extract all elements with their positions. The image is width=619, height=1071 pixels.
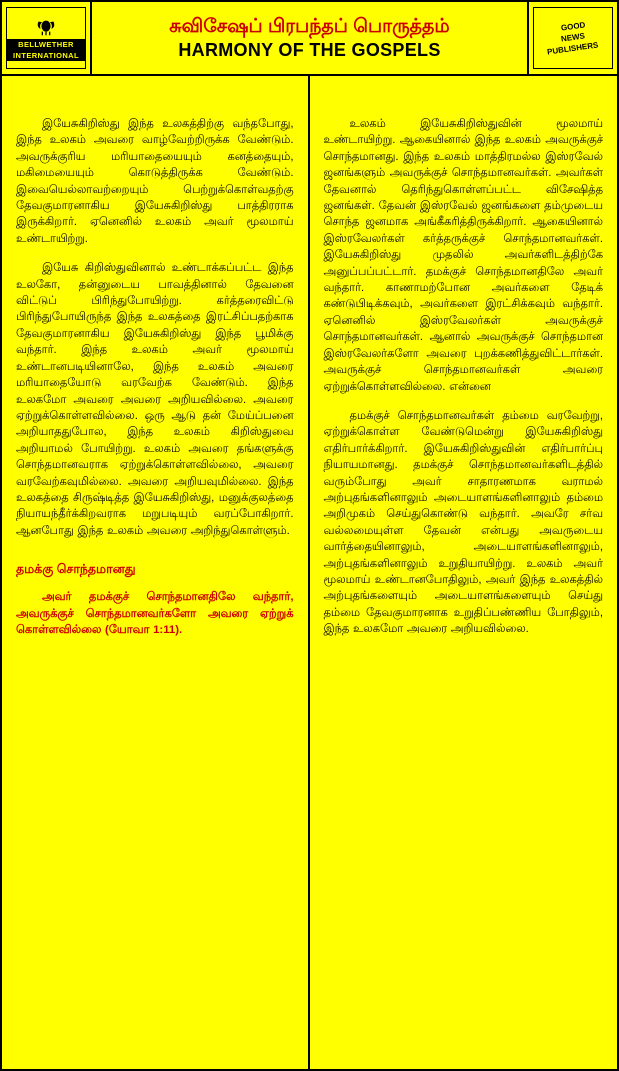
publisher-logo-right <box>527 2 617 74</box>
paragraph: தமக்குச் சொந்தமானவர்கள் தம்மை வரவேற்று, ஏற்றுக்கொள்ள வேண்டுமென்று இயேசுகிறிஸ்து எதிர்பார்க்கிறார். இயேசுகிறிஸ்துவின் எதிர்பார்ப்பு நியாயமானது. தமக்குச் சொந்தமானவர்களிடத்தில் வரும்போது அவர் சாதாரணமாக வராமல் அற்புதங்களினாலும் அடையாளங்களினாலும் தம்மை அறிமுகம் செய்துகொண்டு வந்தார். அவரே சர்வ வல்லமையுள்ள தேவன் என்பது அவருடைய வார்த்தையினாலும், அடையாளங்களினாலும், அற்புதங்களினாலும் உறுதியாயிற்று. உலகம் அவர் மூலமாய் உண்டானபோதிலும், அவர் இந்த உலகத்தில் அற்புதங்களையும் அடையாளங்களையும் செய்து தம்மை தேவகுமாரனாக உறுதிப்பண்ணிய போதிலும், இந்த உலகமோ அவரை அறியவில்லை. <box>323 409 603 636</box>
body-columns <box>2 76 617 1069</box>
page-title-english: HARMONY OF THE GOSPELS <box>178 40 441 60</box>
right-column <box>310 76 618 1069</box>
publishers-label: PUBLISHERS <box>546 40 600 57</box>
paragraph: இயேசு கிறிஸ்துவினால் உண்டாக்கப்பட்ட இந்த உலகோ, தன்னுடைய பாவத்தினால் தேவனை விட்டுப் பிரிந்துபோயிற்று. கர்த்தரைவிட்டு பிரிந்துபோயிருந்த இந்த உலகத்தை இரட்சிப்பதற்காக தேவகுமாரனாகிய இயேசுகிறிஸ்து இந்த பூமிக்கு வந்தார். இந்த உலகம் அவர் மூலமாய் உண்டானபடியினாலே, இந்த உலகம் அவரை மரியாதையோடு வரவேற்க வேண்டும். இந்த உலகமோ அவரை அவரை அறியவில்லை. அவரை ஏற்றுக்கொள்ளவில்லை. ஒரு ஆடு தன் மேய்ப்பனை அறியாததுபோல, இந்த உலகம் கிறிஸ்துவை அறியாமல் போயிற்று. உலகம் அவரை தங்களுக்கு சொந்தமானவராக ஏற்றுக்கொள்ளவில்லை, அவரை வரவேற்கவுமில்லை. அவரை அறியவுமில்லை. இந்த உலகத்தை சிருஷ்டித்த இயேசுகிறிஸ்து, மனுக்குலத்தை நியாயந்தீர்க்கிறவராக மறுபடியும் வரப்போகிறார். ஆனபோது இந்த உலகம் அவரை அறிந்துகொள்ளும். <box>16 262 294 537</box>
international-label: INTERNATIONAL <box>7 50 85 61</box>
bellwether-label: BELLWETHER <box>7 39 85 50</box>
title-block <box>92 2 527 74</box>
page-header <box>2 2 617 76</box>
page-title-tamil: சுவிசேஷப் பிரபந்தப் பொருத்தம் <box>169 16 450 37</box>
scripture-quote: அவர் தமக்குச் சொந்தமானதிலே வந்தார், அவருக்குச் சொந்தமானவர்களோ அவரை ஏற்றுக் கொள்ளவில்லை (யோவா 1:11). <box>16 591 294 636</box>
news-label: NEWS <box>560 31 586 44</box>
paragraph: உலகம் இயேசுகிறிஸ்துவின் மூலமாய் உண்டாயிற்று. ஆகையினால் இந்த உலகம் அவருக்குச் சொந்தமானது. இந்த உலகம் மாத்திரமல்ல இஸ்ரவேல் ஜனங்களும் அவருக்குச் சொந்தமானவர்கள். அவர்கள் தேவனால் தெரிந்துகொள்ளப்பட்ட விசேஷித்த ஜனங்கள். தேவன் இஸ்ரவேல் ஜனங்களை தம்முடைய சொந்த ஜனமாக அங்கீகரித்திருக்கிறார். ஆகையினால் இஸ்ரவேலர்கள் கர்த்தருக்குச் சொந்தமானவர்கள். இயேசுகிறிஸ்து முதலில் அவர்களிடத்திற்கே அனுப்பப்பட்டார். தமக்குச் சொந்தமானதிலே அவர் வந்தார். காணாமற்போன அவர்களை தேடிக் கண்டுபிடிக்கவும், அவர்களை இரட்சிக்கவும் வந்தார். ஏனெனில் இஸ்ரவேலர்கள் அவருக்குச் சொந்தமானவர்கள். ஆனால் அவருக்குச் சொந்தமான இஸ்ரவேலர்களோ அவரை புறக்கணித்துவிட்டார்கள். அவருக்குச் சொந்தமானவர்கள் அவரை ஏற்றுக்கொள்ளவில்லை. என்னை <box>323 118 603 393</box>
left-column <box>2 76 310 1069</box>
publisher-logo-left <box>2 2 92 74</box>
good-news-publishers-logo <box>533 7 613 69</box>
paragraph: இயேசுகிறிஸ்து இந்த உலகத்திற்கு வந்தபோது, இந்த உலகம் அவரை வாழ்வேற்றிருக்க வேண்டும். அவருக்குரிய மரியாதையையும் கனத்தையும், மகிமையையும் கொடுத்திருக்க வேண்டும். இவையெல்லாவற்றையும் பெற்றுக்கொள்வதற்கு தேவகுமாரனாகிய இயேசுகிறிஸ்து பாத்திரராக இருக்கிறார். ஏனெனில் உலகம் அவர் மூலமாய் உண்டாயிற்று. <box>16 118 294 245</box>
ram-emblem-icon <box>35 16 57 38</box>
bellwether-international-logo <box>6 7 86 69</box>
good-label: GOOD <box>560 20 586 33</box>
section-subheading: தமக்கு சொந்தமானது <box>16 562 136 577</box>
